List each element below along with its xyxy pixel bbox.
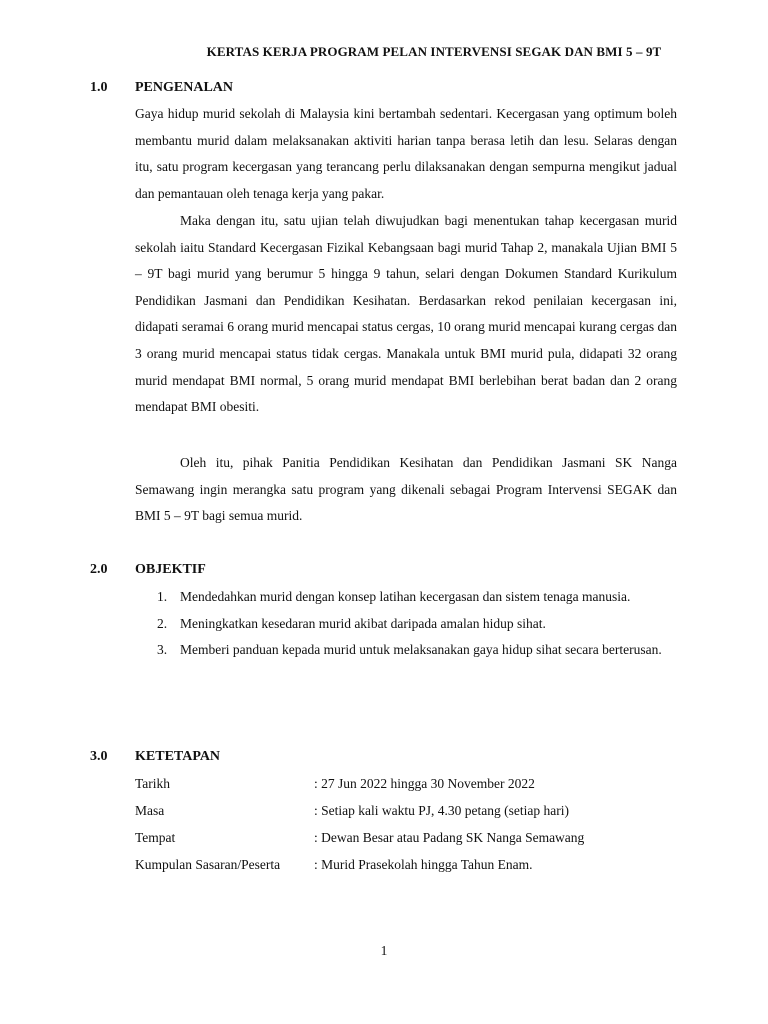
info-value: : Setiap kali waktu PJ, 4.30 petang (setiap hari) <box>314 803 569 818</box>
section-heading-ketetapan <box>90 749 220 765</box>
list-item <box>135 637 677 664</box>
section-number: 1.0 <box>90 80 108 95</box>
section-heading-objektif <box>90 562 206 578</box>
section-number: 2.0 <box>90 562 108 577</box>
intro-paragraph-2: Maka dengan itu, satu ujian telah diwujudkan bagi menentukan tahap kecergasan murid sekolah iaitu Standard Kecergasan Fizikal Kebangsaan bagi murid Tahap 2, manakala Ujian BMI 5 – 9T bagi murid yang berumur 5 hingga 9 tahun, selari dengan Dokumen Standard Kurikulum Pendidikan Jasmani dan Pendidikan Kesihatan. Berdasarkan rekod penilaian kecergasan ini, didapati seramai 6 orang murid mencapai status cergas, 10 orang murid mencapai kurang cergas dan 3 orang murid mencapai status tidak cergas. Manakala untuk BMI murid pula, didapati 32 orang murid mendapat BMI normal, 5 orang murid mendapat BMI berlebihan berat badan dan 2 orang mendapat BMI obesiti. <box>135 213 677 415</box>
objectives-list <box>135 584 677 664</box>
section-title: OBJEKTIF <box>135 562 206 577</box>
intro-paragraph-1: Gaya hidup murid sekolah di Malaysia kini bertambah sedentari. Kecergasan yang optimum boleh membantu murid dalam melaksanakan aktiviti harian tanpa berasa letih dan lesu. Selaras dengan itu, satu program kecergasan yang terancang perlu dilaksanakan dengan sempurna mengikut jadual dan pemantauan oleh tenaga kerja yang pakar. <box>135 106 677 201</box>
list-item-number: 1. <box>157 589 168 604</box>
intro-paragraph-3: Oleh itu, pihak Panitia Pendidikan Kesihatan dan Pendidikan Jasmani SK Nanga Semawang ingin merangka satu program yang dikenali sebagai Program Intervensi SEGAK dan BMI 5 – 9T bagi semua murid. <box>135 455 677 524</box>
info-value: : 27 Jun 2022 hingga 30 November 2022 <box>314 776 535 791</box>
list-item-text: Meningkatkan kesedaran murid akibat daripada amalan hidup sihat. <box>180 615 546 631</box>
info-label: Kumpulan Sasaran/Peserta <box>135 857 281 872</box>
section-title: PENGENALAN <box>135 80 234 95</box>
info-label: Tarikh <box>135 776 171 791</box>
list-item <box>135 611 677 638</box>
list-item-text: Mendedahkan murid dengan konsep latihan kecergasan dan sistem tenaga manusia. <box>180 589 631 604</box>
section-number: 3.0 <box>90 749 108 764</box>
list-item-number: 2. <box>157 615 168 631</box>
page-number: 1 <box>380 943 388 958</box>
section-heading-pengenalan <box>90 80 233 96</box>
list-item-number: 3. <box>157 642 168 658</box>
list-item <box>135 584 677 611</box>
info-value: : Dewan Besar atau Padang SK Nanga Semawang <box>314 830 585 845</box>
info-label: Masa <box>135 803 165 818</box>
list-item-text: Memberi panduan kepada murid untuk melaksanakan gaya hidup sihat secara berterusan. <box>180 642 662 658</box>
info-label: Tempat <box>135 830 176 845</box>
info-value: : Murid Prasekolah hingga Tahun Enam. <box>314 857 533 872</box>
section-title: KETETAPAN <box>135 749 221 764</box>
document-title: KERTAS KERJA PROGRAM PELAN INTERVENSI SEGAK DAN BMI 5 – 9T <box>206 44 662 59</box>
